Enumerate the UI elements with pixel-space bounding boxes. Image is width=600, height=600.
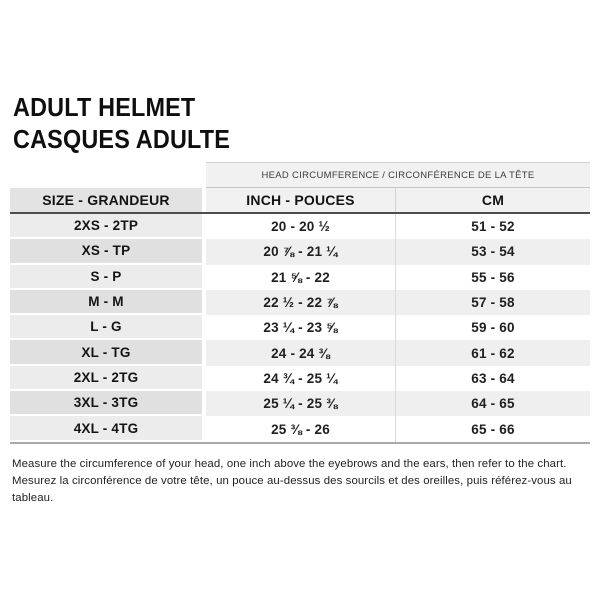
table-row — [10, 366, 590, 391]
cm-cell: 57 - 58 — [395, 290, 590, 315]
size-cell: 2XL - 2TG — [10, 366, 202, 391]
table-span-header-row — [10, 162, 590, 188]
size-cell: 2XS - 2TP — [10, 214, 202, 239]
cm-cell: 64 - 65 — [395, 391, 590, 416]
size-cell: 4XL - 4TG — [10, 416, 202, 441]
table-column-header-row — [10, 188, 590, 214]
head-circumference-header: HEAD CIRCUMFERENCE / CIRCONFÉRENCE DE LA TÊTE — [206, 162, 590, 188]
cm-cell: 63 - 64 — [395, 366, 590, 391]
page-title — [13, 92, 230, 156]
column-header-size: SIZE - GRANDEUR — [10, 188, 202, 212]
table-row — [10, 416, 590, 441]
size-cell: XL - TG — [10, 340, 202, 365]
table-row — [10, 239, 590, 264]
measurement-instructions — [12, 456, 590, 507]
table-row — [10, 315, 590, 340]
measurement-instruction-fr: Mesurez la circonférence de votre tête, un pouce au-dessus des sourcils et des oreilles, puis référez-vous au tableau. — [12, 475, 572, 505]
size-cell: L - G — [10, 315, 202, 340]
page-title-line-en: ADULT HELMET — [13, 92, 196, 122]
span-header-spacer — [10, 162, 202, 188]
inch-cell: 22 ½ - 22 ⅞ — [206, 290, 395, 315]
cm-cell: 65 - 66 — [395, 416, 590, 441]
cm-cell: 55 - 56 — [395, 265, 590, 290]
table-row — [10, 290, 590, 315]
page-title-line-fr: CASQUES ADULTE — [13, 123, 231, 154]
column-header-cm: CM — [395, 188, 590, 212]
inch-cell: 25 ¼ - 25 ⅜ — [206, 391, 395, 416]
inch-cell: 24 - 24 ⅜ — [206, 340, 395, 365]
table-row — [10, 340, 590, 365]
inch-cell: 24 ¾ - 25 ¼ — [206, 366, 395, 391]
table-row — [10, 214, 590, 239]
inch-cell: 20 - 20 ½ — [206, 214, 395, 239]
cm-cell: 59 - 60 — [395, 315, 590, 340]
size-cell: 3XL - 3TG — [10, 391, 202, 416]
table-row — [10, 265, 590, 290]
table-row — [10, 391, 590, 416]
helmet-size-table — [10, 162, 590, 444]
inch-cell: 23 ¼ - 23 ⅝ — [206, 315, 395, 340]
cm-cell: 51 - 52 — [395, 214, 590, 239]
size-cell: S - P — [10, 265, 202, 290]
inch-cell: 21 ⅝ - 22 — [206, 265, 395, 290]
size-cell: M - M — [10, 290, 202, 315]
inch-cell: 20 ⅞ - 21 ¼ — [206, 239, 395, 264]
column-header-inch: INCH - POUCES — [206, 188, 395, 212]
inch-cell: 25 ⅜ - 26 — [206, 416, 395, 441]
measurement-instruction-en: Measure the circumference of your head, one inch above the eyebrows and the ears, then refer to the chart. — [12, 458, 567, 470]
cm-cell: 61 - 62 — [395, 340, 590, 365]
size-cell: XS - TP — [10, 239, 202, 264]
cm-cell: 53 - 54 — [395, 239, 590, 264]
